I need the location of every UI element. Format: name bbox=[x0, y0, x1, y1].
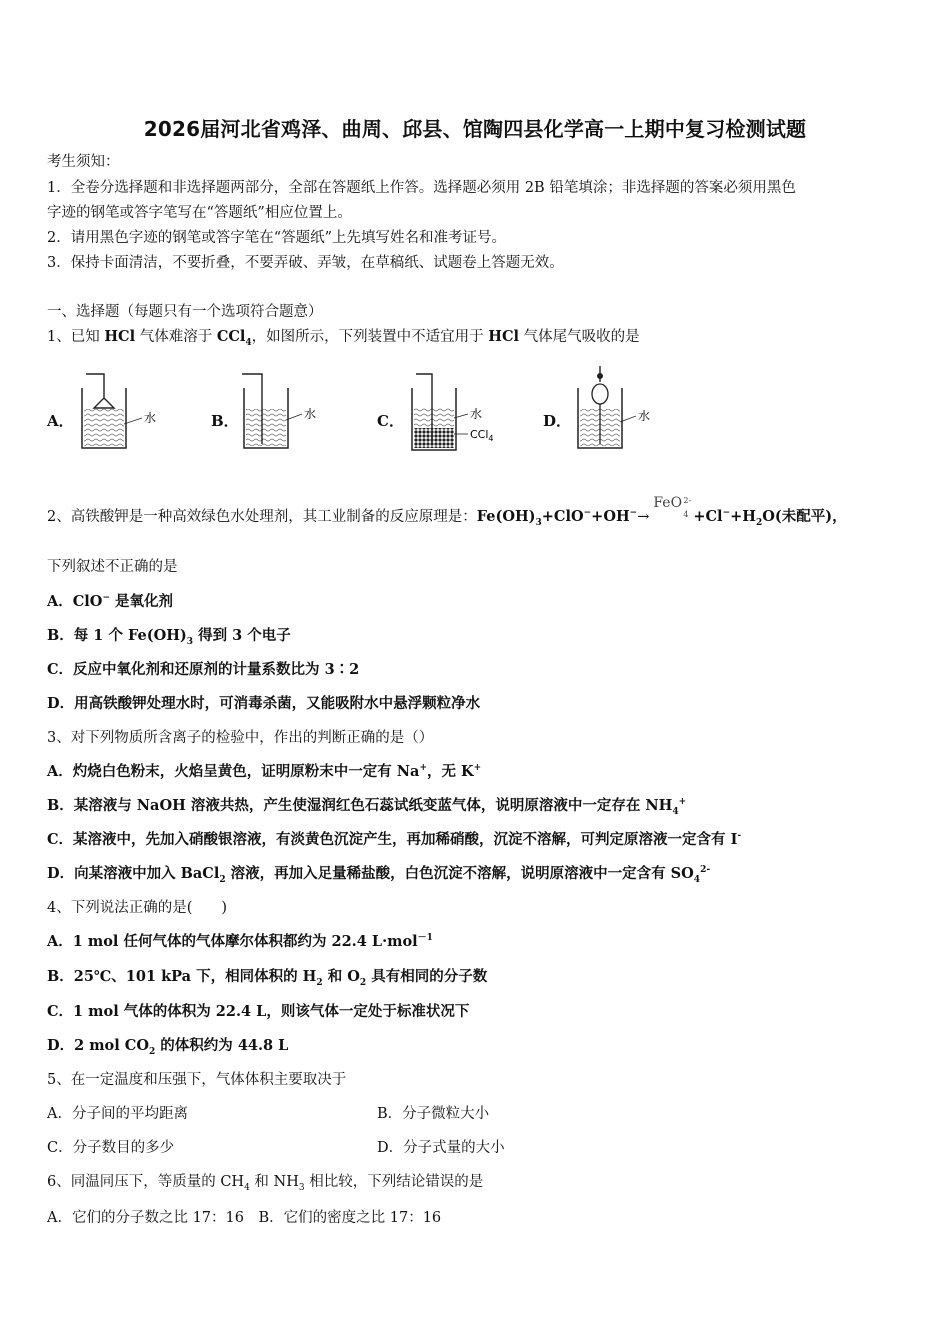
beaker-d bbox=[578, 366, 650, 448]
q1-apparatus-figure bbox=[70, 362, 710, 462]
q4-option-b: B．25℃、101 kPa 下，相同体积的 $H_2$ 和 $O_2$ 具有相同的分子数 bbox=[47, 968, 488, 988]
water-label-c: 水 bbox=[470, 407, 483, 421]
notice-item-1: 1．全卷分选择题和非选择题两部分，全部在答题纸上作答。选择题必须用 2B 铅笔填涂；非选择题的答案必须用黑色 bbox=[47, 180, 796, 196]
question-5-stem: 5、在一定温度和压强下，气体体积主要取决于 bbox=[47, 1072, 347, 1088]
water-label-b: 水 bbox=[304, 407, 317, 421]
q2-option-a: A．ClO− 是氧化剂 bbox=[47, 593, 174, 610]
q2-option-d: D．用高铁酸钾处理水时，可消毒杀菌，又能吸附水中悬浮颗粒净水 bbox=[47, 695, 481, 712]
q5-option-b: B．分子微粒大小 bbox=[377, 1106, 490, 1122]
question-6-stem: 6、同温同压下，等质量的 $CH_4$ 和 $NH_3$ 相比较，下列结论错误的是 bbox=[47, 1174, 484, 1193]
q4-option-c: C．1 mol 气体的体积为 22.4 L，则该气体一定处于标准状况下 bbox=[47, 1003, 470, 1020]
q3-option-d: D．向某溶液中加入 BaCl$_2$ 溶液，再加入足量稀盐酸，白色沉淀不溶解，说明原溶液中一定含有 $SO_4^{2-}$ bbox=[47, 865, 711, 885]
beaker-c bbox=[412, 374, 494, 450]
section-heading: 一、选择题（每题只有一个选项符合题意） bbox=[47, 304, 323, 320]
notice-item-3: 3．保持卡面清洁，不要折叠，不要弄破、弄皱，在草稿纸、试题卷上答题无效。 bbox=[47, 255, 564, 271]
q4-option-d: D．2 mol $CO_2$ 的体积约为 44.8 L bbox=[47, 1037, 289, 1057]
question-3-stem: 3、对下列物质所含离子的检验中，作出的判断正确的是（） bbox=[47, 730, 434, 746]
q5-option-c: C．分子数目的多少 bbox=[47, 1140, 175, 1156]
q3-option-b: B．某溶液与 NaOH 溶液共热，产生使湿润红色石蕊试纸变蓝气体，说明原溶液中一定存在 $NH_4^+$ bbox=[47, 797, 687, 817]
q1-option-b-label: B． bbox=[211, 412, 239, 430]
page-title: 2026届河北省鸡泽、曲周、邱县、馆陶四县化学高一上期中复习检测试题 bbox=[143, 117, 807, 141]
ccl4-label: CCl$_4$ bbox=[470, 428, 494, 443]
q2-option-c: C．反应中氧化剂和还原剂的计量系数比为 3∶2 bbox=[47, 661, 360, 678]
beaker-a bbox=[82, 374, 156, 448]
q3-option-a: A．灼烧白色粉末，火焰呈黄色，证明原粉末中一定有 Na+，无 K+ bbox=[47, 763, 482, 780]
q6-options-ab: A．它们的分子数之比 17：16 B．它们的密度之比 17：16 bbox=[47, 1210, 442, 1226]
q3-option-c: C．某溶液中，先加入硝酸银溶液，有淡黄色沉淀产生，再加稀硝酸，沉淀不溶解，可判定原溶液一定含有 I- bbox=[47, 831, 742, 848]
water-label-d: 水 bbox=[638, 409, 651, 423]
water-label-a: 水 bbox=[144, 411, 157, 425]
q5-option-d: D．分子式量的大小 bbox=[377, 1140, 505, 1156]
question-2-stem-cont: 下列叙述不正确的是 bbox=[47, 559, 178, 575]
q4-option-a: A．1 mol 任何气体的气体摩尔体积都约为 22.4 L·mol$^{-1}$ bbox=[47, 933, 433, 950]
beaker-b bbox=[242, 374, 316, 448]
q2-option-b: B．每 1 个 $Fe(OH)_3$ 得到 3 个电子 bbox=[47, 627, 291, 647]
question-2-stem: 2、高铁酸钾是一种高效绿色水处理剂，其工业制备的反应原理是：$Fe(OH)_3+ClO^-+OH^-\to$ FeO 2- 4 $+Cl^-+H_2O$(未配平)， bbox=[47, 495, 847, 528]
question-4-stem: 4、下列说法正确的是( ) bbox=[47, 900, 228, 916]
q1-option-c-label: C． bbox=[377, 412, 404, 430]
q1-option-a-label: A． bbox=[47, 412, 74, 430]
q1-option-d-label: D． bbox=[543, 412, 572, 430]
notice-item-1-cont: 字迹的钢笔或答字笔写在“答题纸”相应位置上。 bbox=[47, 205, 352, 221]
notice-item-2: 2．请用黑色字迹的钢笔或答字笔在“答题纸”上先填写姓名和准考证号。 bbox=[47, 230, 507, 246]
question-1-stem: 1、已知 HCl 气体难溶于 CCl$_4$，如图所示，下列装置中不适宜用于 HCl 气体尾气吸收的是 bbox=[47, 328, 640, 348]
notice-heading: 考生须知： bbox=[47, 154, 120, 170]
ferrate-formula: FeO 2- 4 bbox=[653, 495, 692, 519]
q5-option-a: A．分子间的平均距离 bbox=[47, 1106, 188, 1122]
